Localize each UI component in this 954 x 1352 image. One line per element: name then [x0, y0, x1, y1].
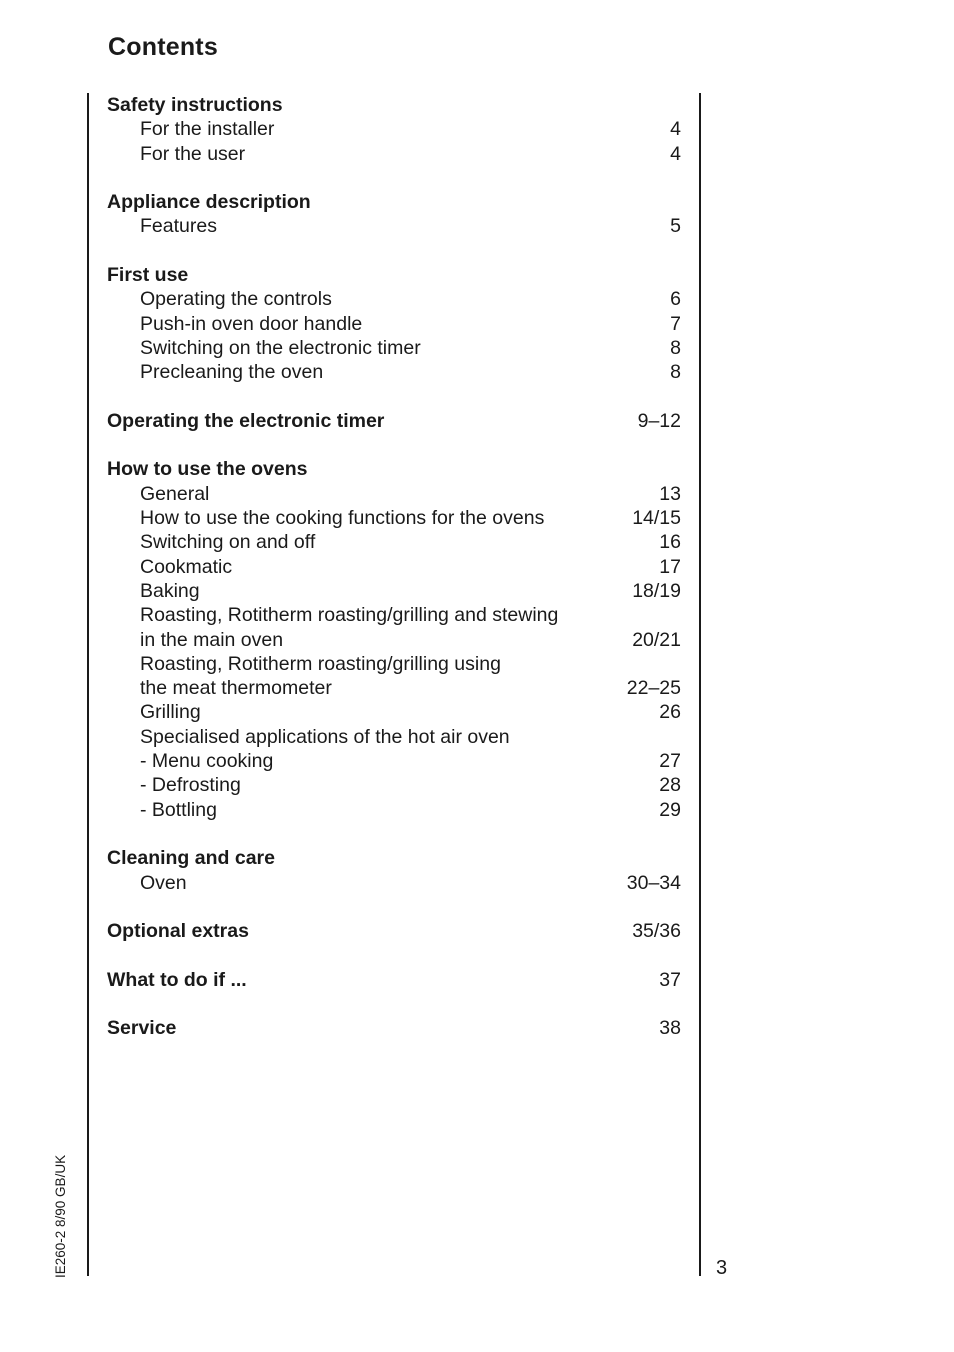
toc-heading-label: Cleaning and care — [107, 847, 275, 870]
toc-section-heading — [107, 190, 681, 214]
right-margin-rule — [699, 93, 701, 1276]
toc-entry-label: Grilling — [140, 701, 201, 724]
toc-entry — [107, 871, 681, 895]
toc-entry — [107, 725, 681, 749]
toc-section — [107, 263, 681, 384]
toc-entry-page: 8 — [670, 361, 681, 384]
toc-heading-label: Appliance description — [107, 191, 311, 214]
toc-heading-page: 9–12 — [637, 409, 681, 432]
document-code: IE260-2 8/90 GB/UK — [53, 1154, 68, 1278]
toc-section — [107, 457, 681, 821]
toc-entry — [107, 579, 681, 603]
toc-entry-page: 30–34 — [626, 871, 681, 894]
page-title: Contents — [108, 33, 218, 61]
toc-entry — [107, 336, 681, 360]
toc-heading-page: 35/36 — [632, 920, 681, 943]
toc-entry-page: 28 — [659, 774, 681, 797]
toc-entry-page: 27 — [659, 750, 681, 773]
toc-entry — [107, 628, 681, 652]
toc-section — [107, 190, 681, 239]
toc-heading-label: Operating the electronic timer — [107, 409, 385, 432]
toc-entry-label: the meat thermometer — [140, 677, 332, 700]
toc-entry-label: Precleaning the oven — [140, 361, 324, 384]
toc-heading-label: How to use the ovens — [107, 458, 308, 481]
toc-heading-label: Safety instructions — [107, 94, 283, 116]
toc-entry — [107, 506, 681, 530]
toc-section — [107, 919, 681, 943]
toc-entry — [107, 700, 681, 724]
toc-section-heading — [107, 919, 681, 943]
toc-entry-page: 20/21 — [632, 628, 681, 651]
toc-entry-page: 17 — [659, 555, 681, 578]
toc-section-heading — [107, 409, 681, 433]
toc-section — [107, 93, 681, 166]
toc-heading-label: Optional extras — [107, 920, 249, 943]
toc-entry-page: 13 — [659, 482, 681, 505]
toc-heading-page: 37 — [659, 968, 681, 991]
toc-entry-label: - Menu cooking — [140, 750, 274, 773]
toc-entry — [107, 142, 681, 166]
toc-entry-page: 22–25 — [626, 677, 681, 700]
toc-entry-page: 8 — [670, 336, 681, 359]
toc-entry-label: For the installer — [140, 118, 275, 141]
toc-section — [107, 968, 681, 992]
toc-entry-label: Features — [140, 215, 217, 238]
toc-entry-label: - Defrosting — [140, 774, 241, 797]
left-margin-rule — [87, 93, 89, 1276]
toc-entry-label: How to use the cooking functions for the ovens — [140, 507, 545, 530]
toc-section-heading — [107, 846, 681, 870]
toc-entry — [107, 749, 681, 773]
toc-section-heading — [107, 1016, 681, 1040]
toc-entry — [107, 312, 681, 336]
toc-entry-page: 7 — [670, 312, 681, 335]
toc-entry — [107, 652, 681, 676]
toc-entry-page: 6 — [670, 288, 681, 311]
toc-heading-label: Service — [107, 1017, 177, 1040]
toc-entry — [107, 798, 681, 822]
toc-entry-page: 5 — [670, 215, 681, 238]
toc-entry-label: Switching on and off — [140, 531, 316, 554]
toc-entry — [107, 287, 681, 311]
page-number: 3 — [716, 1257, 728, 1279]
toc-entry-label: - Bottling — [140, 798, 217, 821]
toc-entry — [107, 360, 681, 384]
toc-entry — [107, 214, 681, 238]
toc-entry-page: 29 — [659, 798, 681, 821]
toc-entry-label: For the user — [140, 142, 246, 165]
toc-section-heading — [107, 263, 681, 287]
toc-entry-label: Specialised applications of the hot air oven — [140, 725, 510, 748]
toc-section-heading — [107, 968, 681, 992]
toc-entry-page: 16 — [659, 531, 681, 554]
toc-entry — [107, 555, 681, 579]
toc-section — [107, 409, 681, 433]
toc-entry — [107, 117, 681, 141]
toc-entry-page: 4 — [670, 142, 681, 165]
toc-heading-label: First use — [107, 264, 189, 287]
toc-heading-page: 38 — [659, 1017, 681, 1040]
table-of-contents — [107, 93, 681, 1065]
toc-section — [107, 1016, 681, 1040]
toc-entry-label: Roasting, Rotitherm roasting/grilling using — [140, 652, 501, 675]
toc-section — [107, 846, 681, 895]
toc-entry-label: Oven — [140, 871, 187, 894]
toc-entry-page: 18/19 — [632, 579, 681, 602]
toc-entry-label: Roasting, Rotitherm roasting/grilling and stewing — [140, 604, 559, 627]
toc-entry-page: 26 — [659, 701, 681, 724]
toc-section-heading — [107, 457, 681, 481]
toc-entry-label: Cookmatic — [140, 555, 233, 578]
toc-entry — [107, 482, 681, 506]
toc-entry-page: 4 — [670, 118, 681, 141]
toc-entry-label: General — [140, 482, 210, 505]
toc-entry-page: 14/15 — [632, 507, 681, 530]
toc-entry-label: Switching on the electronic timer — [140, 336, 421, 359]
toc-heading-label: What to do if ... — [107, 968, 247, 991]
toc-entry-label: Operating the controls — [140, 288, 332, 311]
toc-entry-label: Baking — [140, 579, 200, 602]
toc-entry — [107, 773, 681, 797]
toc-entry-label: Push-in oven door handle — [140, 312, 363, 335]
toc-entry — [107, 530, 681, 554]
toc-entry — [107, 676, 681, 700]
toc-entry-label: in the main oven — [140, 628, 284, 651]
toc-entry — [107, 603, 681, 627]
toc-section-heading — [107, 93, 681, 117]
